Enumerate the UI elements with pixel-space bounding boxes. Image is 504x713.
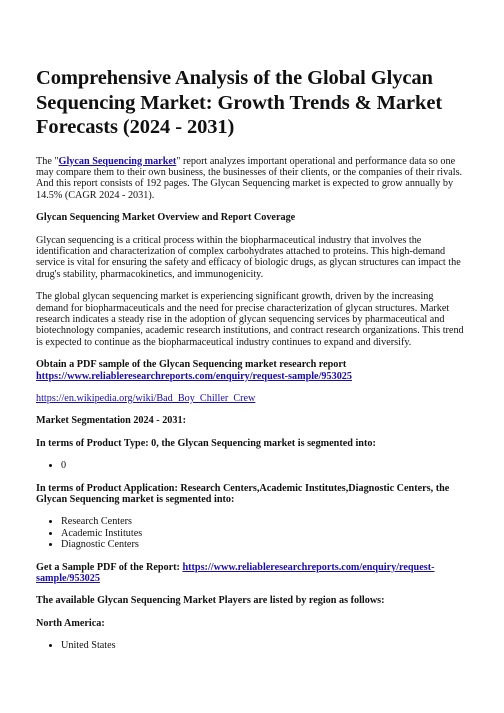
intro-prefix: The " — [36, 155, 59, 167]
list-item: • Diagnostic Centers — [61, 539, 468, 550]
glycan-market-link[interactable]: Glycan Sequencing market — [58, 155, 177, 167]
intro-suffix: " report analyzes important operational and performance data so one may compare them to their own business, the businesses of their clients, or the companies of their rivals. And this report consists of 192 pages. The Glycan Sequencing market is expected to grow annually by 14.5% (CAGR 2024 - 2031). — [36, 155, 463, 201]
region-list — [36, 640, 468, 651]
region-heading: North America: — [36, 617, 105, 629]
list-item: • United States — [61, 640, 468, 651]
sample-request-label: Obtain a PDF sample of the Glycan Sequencing market research report — [36, 359, 347, 371]
sample-pdf-request — [36, 562, 468, 585]
sample-pdf-link[interactable]: https://www.reliableresearchreports.com/enquiry/request-sample/953025 — [36, 561, 435, 585]
list-item: • 0 — [61, 460, 468, 471]
overview-paragraph-1: Glycan sequencing is a critical process within the biopharmaceutical industry that involves the identification and characterization of complex carbohydrates attached to proteins. This high-demand service is vital for ensuring the safety and efficacy of biologic drugs, as glycan structures can impact the drug's stability, pharmacokinetics, and immunogenicity. — [36, 234, 461, 280]
application-heading: In terms of Product Application: Research Centers,Academic Institutes,Diagnostic Centers, the Glycan Sequencing market is segmented into: — [36, 482, 450, 506]
product-type-list — [36, 460, 468, 471]
application-list — [36, 516, 468, 550]
sample-request-link[interactable]: https://www.reliableresearchreports.com/enquiry/request-sample/953025 — [36, 370, 352, 382]
overview-heading: Glycan Sequencing Market Overview and Report Coverage — [36, 212, 296, 224]
sample-pdf-label: Get a Sample PDF of the Report: — [36, 561, 183, 573]
product-type-heading: In terms of Product Type: 0, the Glycan Sequencing market is segmented into: — [36, 437, 376, 449]
wiki-paragraph — [36, 393, 468, 404]
list-item: • Academic Institutes — [61, 528, 468, 539]
page-title: Comprehensive Analysis of the Global Glycan Sequencing Market: Growth Trends & Market Forecasts (2024 - 2031) — [36, 67, 443, 138]
intro-paragraph — [36, 156, 468, 202]
overview-paragraph-2: The global glycan sequencing market is experiencing significant growth, driven by the increasing demand for biopharmaceuticals and the need for precise characterization of glycan structures. Market research indicates a steady rise in the adoption of glycan sequencing services by pharmaceutical and biotechnology companies, academic research institutions, and contract research organizations. This trend is expected to continue as the biopharmaceutical industry continues to expand and diversify. — [36, 291, 464, 348]
players-heading: The available Glycan Sequencing Market Players are listed by region as follows: — [36, 595, 385, 607]
list-item: • Research Centers — [61, 516, 468, 527]
segmentation-heading: Market Segmentation 2024 - 2031: — [36, 415, 186, 427]
sample-request — [36, 359, 468, 382]
wiki-link[interactable]: https://en.wikipedia.org/wiki/Bad_Boy_Chiller_Crew — [36, 393, 256, 404]
